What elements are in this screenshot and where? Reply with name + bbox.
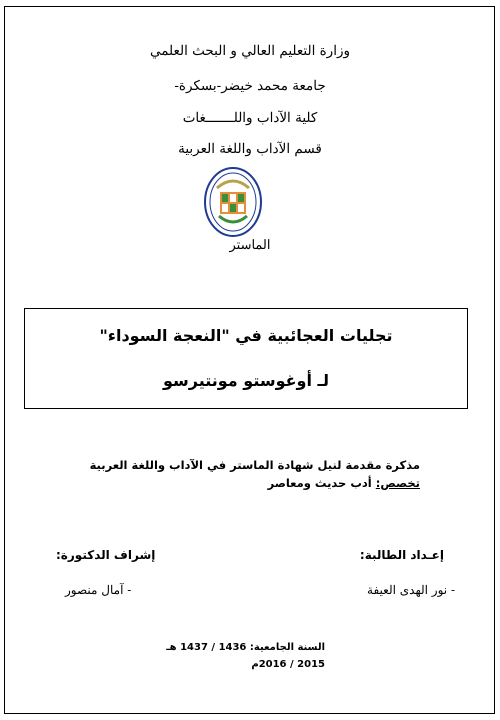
specialty-value: أدب حديث ومعاصر <box>267 476 376 490</box>
thesis-title-box <box>24 308 468 409</box>
memo-description: مذكرة مقدمة لنيل شهادة الماستر في الآداب واللغة العربية <box>89 458 420 472</box>
supervisor-label: إشراف الدكتورة: <box>56 548 156 562</box>
faculty-name: كلية الآداب واللـــــــغات <box>182 110 318 126</box>
university-name: جامعة محمد خيضر-بسكرة- <box>174 78 326 94</box>
specialty-line <box>90 474 420 492</box>
university-seal-icon <box>203 166 263 238</box>
specialty-label: تخصص: <box>375 476 420 490</box>
degree-label: الماستر <box>229 238 271 253</box>
thesis-author: لـ أوغوستو مونتيرسو <box>162 371 330 390</box>
academic-year-hijri: السنة الجامعية: 1436 / 1437 هـ <box>166 642 325 653</box>
supervisor-name: - آمال منصور <box>65 583 132 597</box>
thesis-title: تجليات العجائبية في "النعجة السوداء" <box>99 326 393 345</box>
student-label: إعـداد الطالبة: <box>359 548 444 562</box>
memo-block <box>90 456 420 492</box>
department-name: قسم الآداب واللغة العربية <box>178 141 322 157</box>
student-name: - نور الهدى العيفة <box>367 583 455 597</box>
ministry-name: وزارة التعليم العالي و البحث العلمي <box>149 43 350 59</box>
academic-year-gregorian: 2015 / 2016م <box>251 659 325 670</box>
